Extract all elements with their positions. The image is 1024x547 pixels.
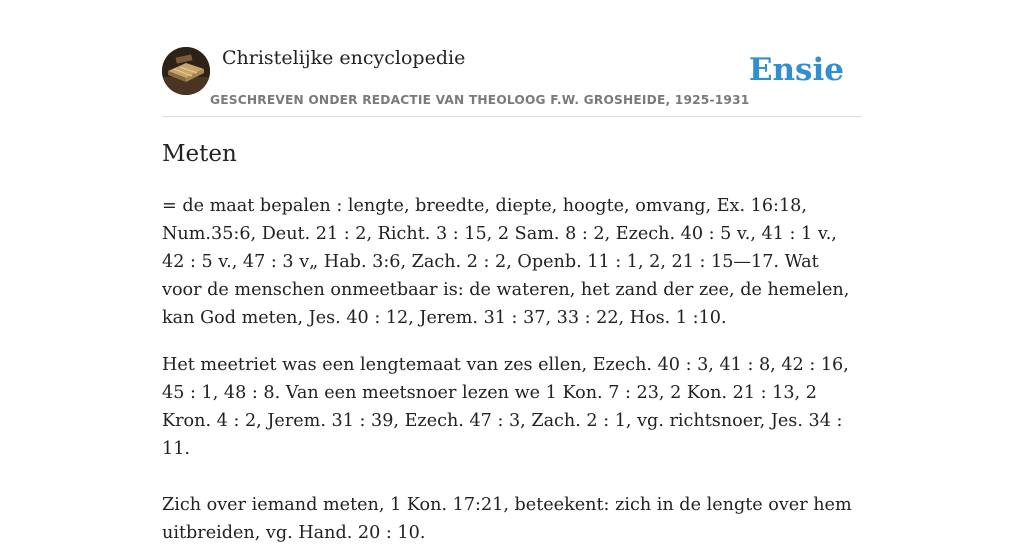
article-paragraph: Het meetriet was een lengtemaat van zes ellen, Ezech. 40 : 3, 41 : 8, 42 : 16, 45 : 1, 48 : 8. Van een meetsnoer lezen we 1 Kon. 7 : 23, 2 Kon. 21 : 13, 2 Kron. 4 : 2, Jerem. 31 : 39, Ezech. 47 : 3, Zach. 2 : 1, vg. richtsnoer, Jes. 34 : 11.	[162, 355, 849, 459]
page-title: Meten	[162, 141, 237, 167]
ensie-logo-link[interactable]: Ensie	[748, 52, 844, 88]
site-title[interactable]: Christelijke encyclopedie	[222, 47, 466, 69]
book-photo-icon-graphic	[162, 47, 210, 95]
article-paragraph: = de maat bepalen : lengte, breedte, diepte, hoogte, omvang, Ex. 16:18, Num.35:6, Deut. 21 : 2, Richt. 3 : 15, 2 Sam. 8 : 2, Ezech. 40 : 5 v., 41 : 1 v., 42 : 5 v., 47 : 3 v„ Hab. 3:6, Zach. 2 : 2, Openb. 11 : 1, 2, 21 : 15—17. Wat voor de menschen onmeetbaar is: de wateren, het zand der zee, de hemelen, kan God meten, Jes. 40 : 12, Jerem. 31 : 37, 33 : 22, Hos. 1 :10.	[162, 196, 850, 328]
site-subtitle: GESCHREVEN ONDER REDACTIE VAN THEOLOOG F.W. GROSHEIDE, 1925-1931	[210, 93, 750, 107]
article	[162, 138, 862, 547]
site-header	[162, 46, 862, 117]
book-photo-icon[interactable]	[162, 47, 210, 95]
article-paragraph: Zich over iemand meten, 1 Kon. 17:21, beteekent: zich in de lengte over hem uitbreiden, vg. Hand. 20 : 10.	[162, 495, 852, 543]
